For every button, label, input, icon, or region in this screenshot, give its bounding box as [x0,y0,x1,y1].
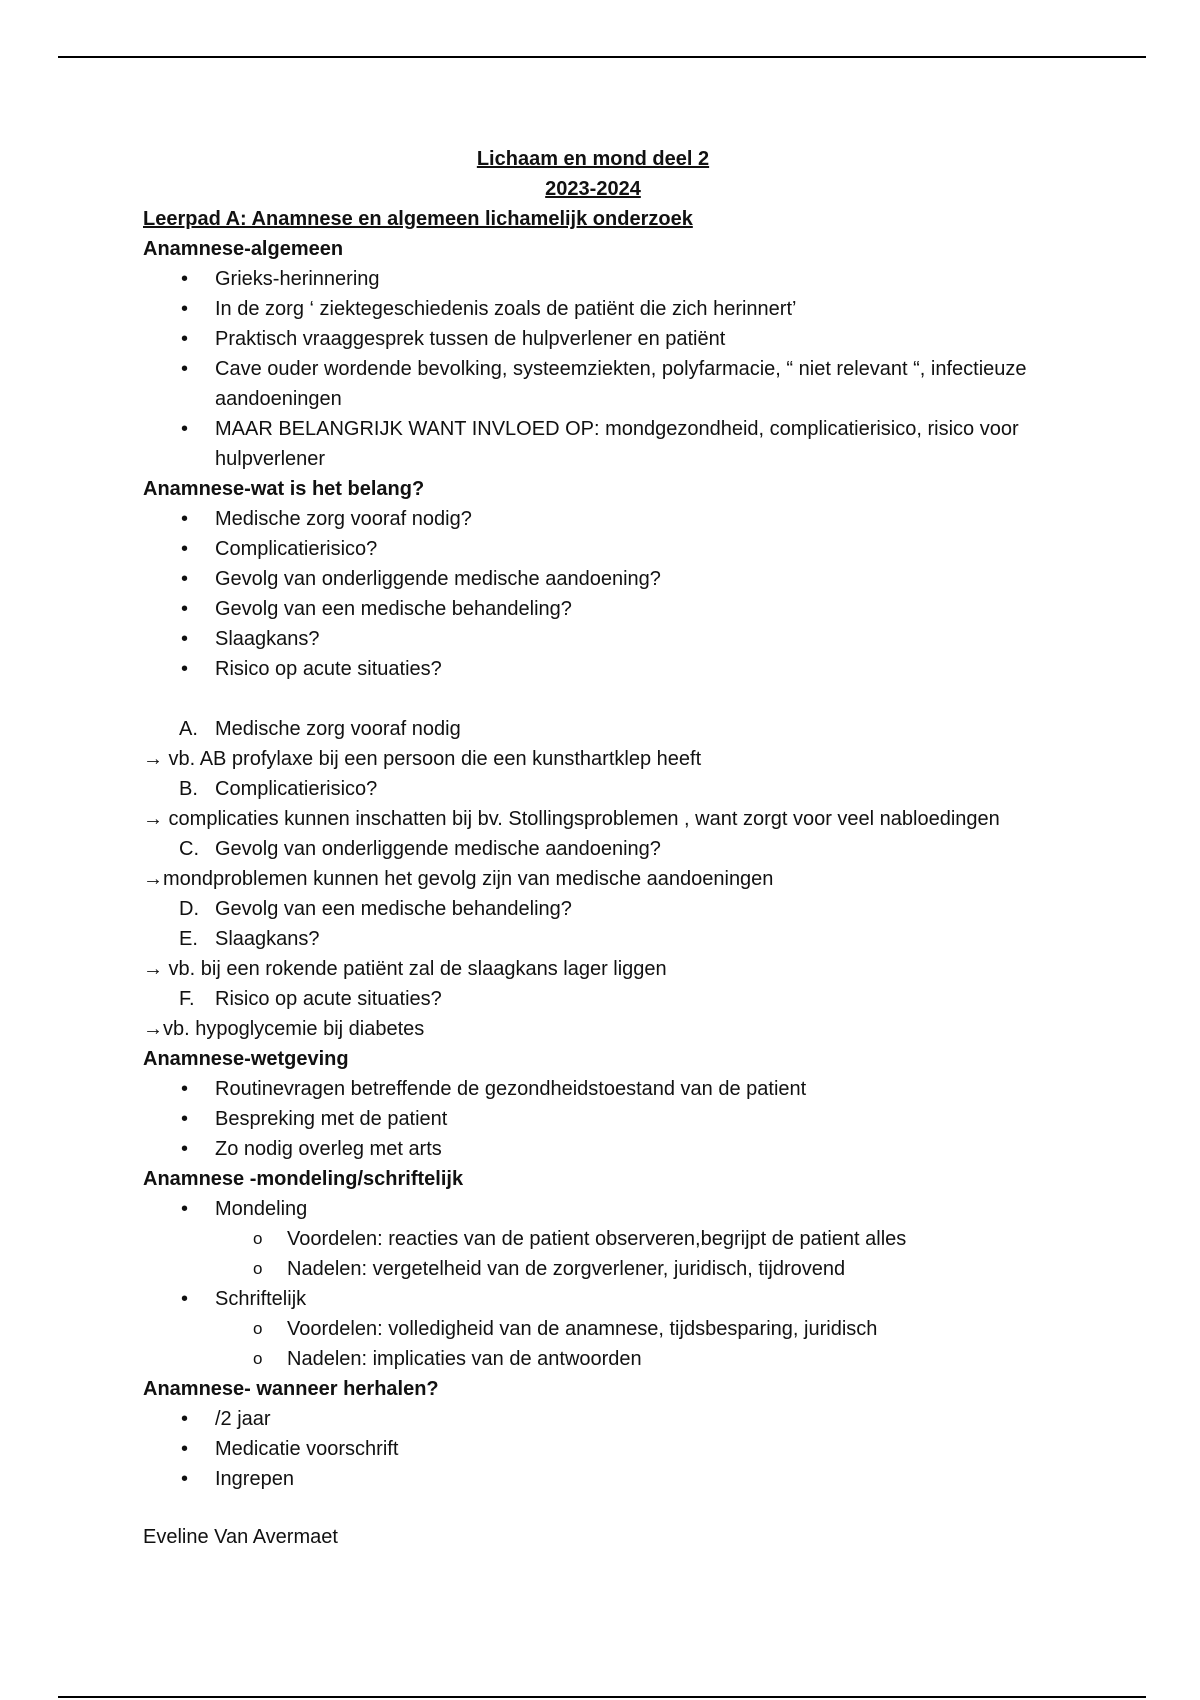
section-heading-herhalen: Anamnese- wanneer herhalen? [143,1378,439,1400]
arrow-note: → vb. bij een rokende patiënt zal de slaagkans lager liggen [143,958,667,980]
section-heading-mondeling: Anamnese -mondeling/schriftelijk [143,1168,464,1190]
list-item: • Routinevragen betreffende de gezondheidstoestand van de patient [143,1074,1043,1104]
lettered-marker: F. [179,988,195,1010]
document-title: Lichaam en mond deel 2 [476,148,710,170]
list-algemeen [143,264,1043,474]
top-rule [58,56,1146,58]
sublist-item: o Voordelen: reacties van de patient observeren,begrijpt de patient alles [215,1224,1043,1254]
list-item: • /2 jaar [143,1404,1043,1434]
lettered-marker: A. [179,718,198,740]
leerpad-heading: Leerpad A: Anamnese en algemeen lichamelijk onderzoek [143,208,693,230]
lettered-item [143,714,1043,744]
list-item: • Risico op acute situaties? [143,654,1043,684]
list-item: • Grieks-herinnering [143,264,1043,294]
lettered-item [143,924,1043,954]
list-herhalen [143,1404,1043,1494]
arrow-note: →mondproblemen kunnen het gevolg zijn van medische aandoeningen [143,868,774,890]
lettered-item [143,774,1043,804]
lettered-item [143,984,1043,1014]
list-mondeling [143,1194,1043,1374]
list-item: • Zo nodig overleg met arts [143,1134,1043,1164]
arrow-note: → vb. AB profylaxe bij een persoon die een kunsthartklep heeft [143,748,702,770]
lettered-item [143,834,1043,864]
lettered-text: Complicatierisico? [215,778,378,800]
list-item: • Cave ouder wordende bevolking, systeemziekten, polyfarmacie, “ niet relevant “, infectieuze aandoeningen [143,354,1043,414]
spacer [143,684,1043,714]
sublist-item: o Nadelen: implicaties van de antwoorden [215,1344,1043,1374]
list-item: • Medicatie voorschrift [143,1434,1043,1464]
arrow-note: →vb. hypoglycemie bij diabetes [143,1018,425,1040]
document-year: 2023-2024 [545,178,641,200]
list-item: • Bespreking met de patient [143,1104,1043,1134]
list-item: • Praktisch vraaggesprek tussen de hulpverlener en patiënt [143,324,1043,354]
list-wetgeving [143,1074,1043,1164]
list-item: • Medische zorg vooraf nodig? [143,504,1043,534]
sublist-item: o Voordelen: volledigheid van de anamnese, tijdsbesparing, juridisch [215,1314,1043,1344]
lettered-text: Risico op acute situaties? [215,988,442,1010]
lettered-marker: C. [179,838,199,860]
lettered-marker: E. [179,928,198,950]
arrow-note: → complicaties kunnen inschatten bij bv. Stollingsproblemen , want zorgt voor veel nabloedingen [143,808,1000,830]
group-label: Mondeling [215,1198,308,1220]
section-heading-algemeen: Anamnese-algemeen [143,238,344,260]
section-heading-wetgeving: Anamnese-wetgeving [143,1048,349,1070]
lettered-text: Medische zorg vooraf nodig [215,718,461,740]
list-item: • In de zorg ‘ ziektegeschiedenis zoals de patiënt die zich herinnert’ [143,294,1043,324]
list-item: • Gevolg van onderliggende medische aandoening? [143,564,1043,594]
list-item: • Gevolg van een medische behandeling? [143,594,1043,624]
lettered-marker: D. [179,898,199,920]
author-name: Eveline Van Avermaet [143,1526,338,1548]
document-page [143,144,1043,1552]
sublist-item: o Nadelen: vergetelheid van de zorgverlener, juridisch, tijdrovend [215,1254,1043,1284]
list-belang [143,504,1043,684]
list-item: • Slaagkans? [143,624,1043,654]
list-item [143,1194,1043,1284]
list-item: • Complicatierisico? [143,534,1043,564]
lettered-text: Slaagkans? [215,928,320,950]
lettered-text: Gevolg van een medische behandeling? [215,898,572,920]
lettered-text: Gevolg van onderliggende medische aandoening? [215,838,661,860]
list-item [143,1284,1043,1374]
lettered-item [143,894,1043,924]
sublist [215,1224,1043,1284]
group-label: Schriftelijk [215,1288,307,1310]
bottom-rule [58,1696,1146,1698]
lettered-marker: B. [179,778,198,800]
section-heading-belang: Anamnese-wat is het belang? [143,478,425,500]
list-item: • MAAR BELANGRIJK WANT INVLOED OP: mondgezondheid, complicatierisico, risico voor hulpverlener [143,414,1043,474]
list-item: • Ingrepen [143,1464,1043,1494]
sublist [215,1314,1043,1374]
